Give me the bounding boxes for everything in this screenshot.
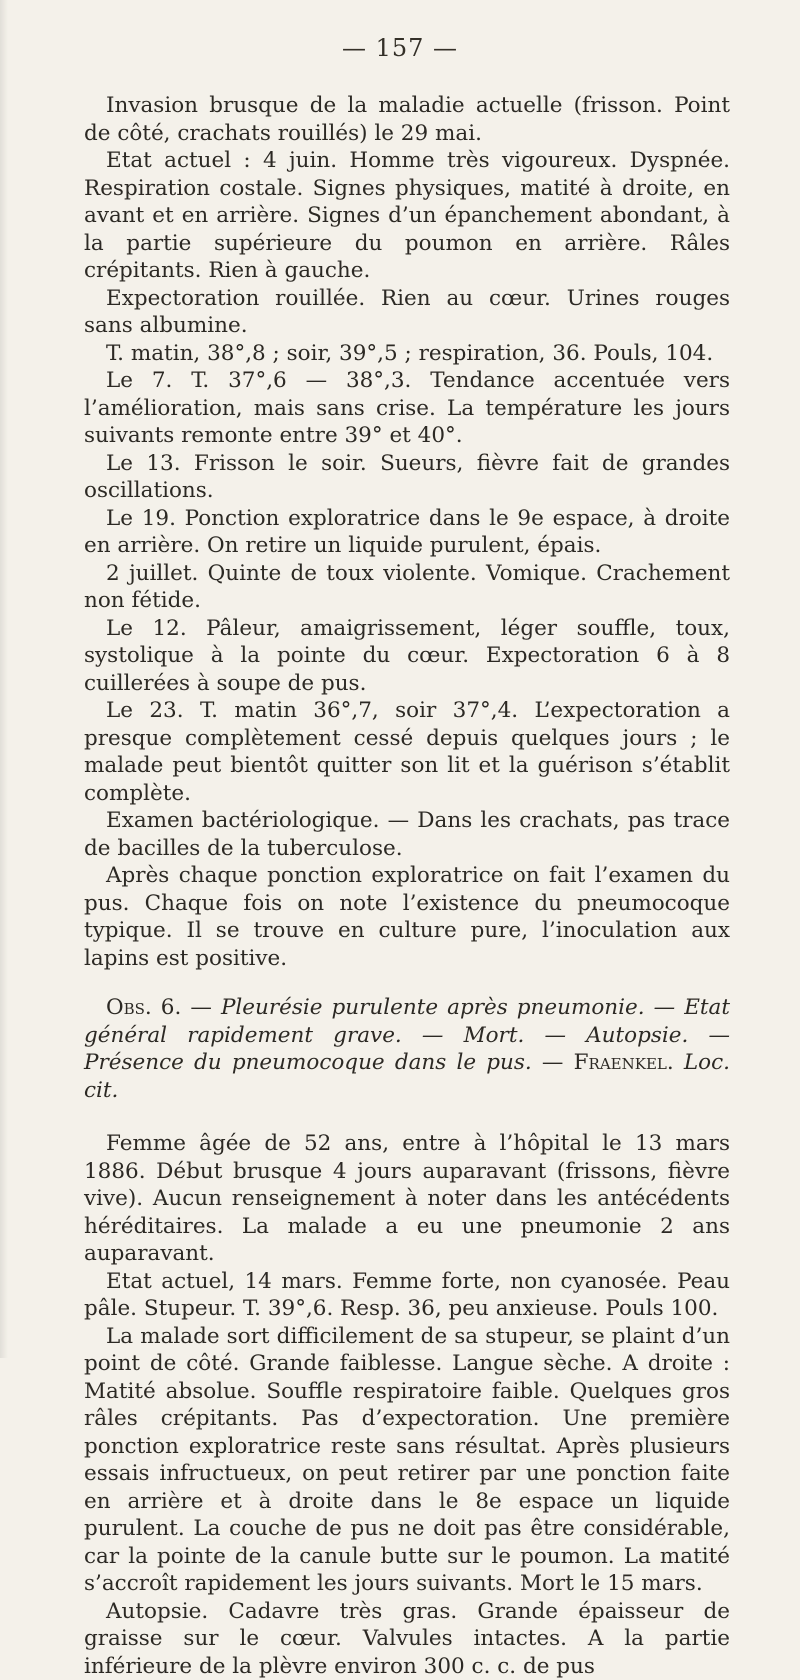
observation-separator: — <box>532 1050 574 1075</box>
paragraph: Le 13. Frisson le soir. Sueurs, fièvre fait de grandes oscillations. <box>84 450 730 505</box>
observation-author: Fraenkel. <box>574 1050 674 1075</box>
page-number: — 157 — <box>0 34 800 62</box>
paragraph: Etat actuel, 14 mars. Femme forte, non cyanosée. Peau pâle. Stupeur. T. 39°,6. Resp. 36, peu anxieuse. Pouls 100. <box>84 1268 730 1323</box>
observation-reference: Loc. cit. <box>84 1050 730 1103</box>
paragraph: Examen bactériologique. — Dans les crachats, pas trace de bacilles de la tuberculose. <box>84 807 730 862</box>
paragraph: Le 19. Ponction exploratrice dans le 9e espace, à droite en arrière. On retire un liquide purulent, épais. <box>84 505 730 560</box>
paragraph: Etat actuel : 4 juin. Homme très vigoureux. Dyspnée. Respiration costale. Signes physiques, matité à droite, en avant et en arrière. Signes d’un épanchement abondant, à la partie supérieure du poumon en arrière. Râles crépitants. Rien à gauche. <box>84 147 730 285</box>
paragraph: Le 23. T. matin 36°,7, soir 37°,4. L’expectoration a presque complètement cessé depuis quelques jours ; le malade peut bientôt quitter son lit et la guérison s’établit complète. <box>84 697 730 807</box>
paragraph: Après chaque ponction exploratrice on fait l’examen du pus. Chaque fois on note l’existence du pneumocoque typique. Il se trouve en culture pure, l’inoculation aux lapins est positive. <box>84 862 730 972</box>
paragraph: Invasion brusque de la maladie actuelle (frisson. Point de côté, crachats rouillés) le 29 mai. <box>84 92 730 147</box>
paragraph: Expectoration rouillée. Rien au cœur. Urines rouges sans albumine. <box>84 285 730 340</box>
observation-label: Obs. 6. — <box>106 995 212 1020</box>
paragraph: Le 7. T. 37°,6 — 38°,3. Tendance accentuée vers l’amélioration, mais sans crise. La température les jours suivants remonte entre 39° et 40°. <box>84 367 730 450</box>
paragraph: Le 12. Pâleur, amaigrissement, léger souffle, toux, systolique à la pointe du cœur. Expectoration 6 à 8 cuillerées à soupe de pus. <box>84 615 730 698</box>
observation-title: Pleurésie purulente après pneumonie. — Etat général rapidement grave. — Mort. — Autopsie. — Présence du pneumocoque dans le pus. <box>84 995 730 1075</box>
paragraph: Femme âgée de 52 ans, entre à l’hôpital le 13 mars 1886. Début brusque 4 jours auparavant (frissons, fièvre vive). Aucun renseignement à noter dans les antécédents héréditaires. La malade a eu une pneumonie 2 ans auparavant. <box>84 1130 730 1268</box>
observation-heading <box>84 994 730 1104</box>
paragraph: La malade sort difficilement de sa stupeur, se plaint d’un point de côté. Grande faiblesse. Langue sèche. A droite : Matité absolue. Souffle respiratoire faible. Quelques gros râles crépitants. Pas d’expectoration. Une première ponction exploratrice reste sans résultat. Après plusieurs essais infructueux, on peut retirer par une ponction faite en arrière et à droite dans le 8e espace un liquide purulent. La couche de pus ne doit pas être considérable, car la pointe de la canule butte sur le poumon. La matité s’accroît rapidement les jours suivants. Mort le 15 mars. <box>84 1323 730 1598</box>
paragraph: Autopsie. Cadavre très gras. Grande épaisseur de graisse sur le cœur. Valvules intactes. A la partie inférieure de la plèvre environ 300 c. c. de pus <box>84 1598 730 1680</box>
paragraph: 2 juillet. Quinte de toux violente. Vomique. Crachement non fétide. <box>84 560 730 615</box>
paragraph: T. matin, 38°,8 ; soir, 39°,5 ; respiration, 36. Pouls, 104. <box>84 340 730 368</box>
